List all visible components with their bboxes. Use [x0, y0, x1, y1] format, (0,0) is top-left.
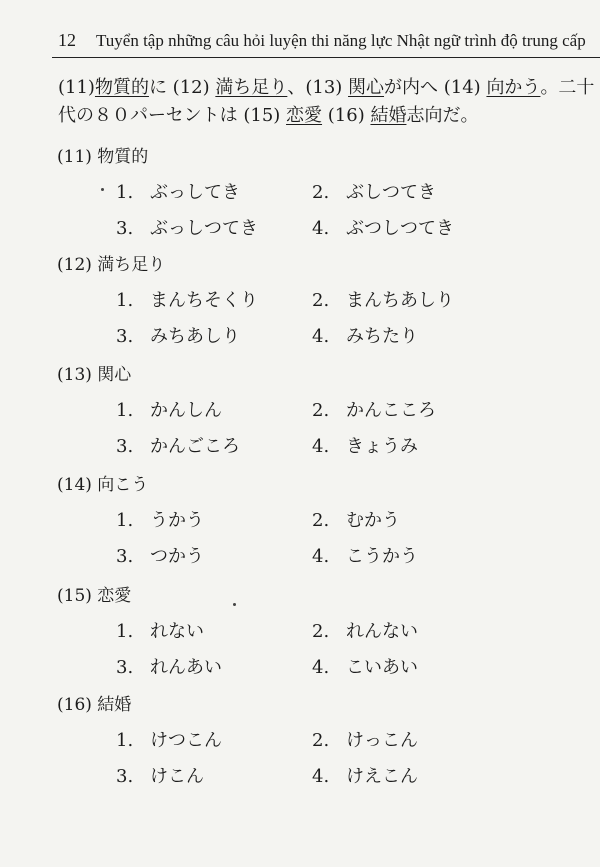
option-4: 4. ぶつしつてき — [312, 218, 454, 239]
passage-segment: 代の８０パーセントは (15) — [58, 105, 287, 126]
option-4: 4. きょうみ — [312, 436, 418, 457]
option-2: 2. むかう — [312, 510, 400, 531]
option-4: 4. けえこん — [312, 766, 418, 787]
option-1: 1. れない — [116, 621, 204, 642]
option-3: 3. れんあい — [116, 657, 222, 678]
option-3: 3. つかう — [116, 546, 204, 567]
underlined-word: 恋愛 — [286, 105, 323, 126]
option-2: 2. かんこころ — [312, 400, 436, 421]
option-2: 2. まんちあしり — [312, 290, 454, 311]
question-title: (13) 関心 — [57, 365, 132, 385]
scan-speck — [101, 188, 104, 191]
question-title: (12) 満ち足り — [57, 255, 166, 275]
running-title: Tuyển tập những câu hỏi luyện thi năng lực Nhật ngữ trình độ trung cấp — [96, 31, 586, 50]
reading-passage — [58, 74, 600, 130]
underlined-word: 満ち足り — [215, 77, 288, 98]
passage-segment: 、(13) — [287, 77, 349, 98]
option-4: 4. こいあい — [312, 657, 418, 678]
question-title: (11) 物質的 — [57, 147, 149, 167]
option-3: 3. けこん — [116, 766, 204, 787]
option-1: 1. かんしん — [116, 400, 222, 421]
option-2: 2. ぶしつてき — [312, 182, 436, 203]
underlined-word: 関心 — [348, 77, 385, 98]
option-4: 4. こうかう — [312, 546, 418, 567]
option-1: 1. まんちそくり — [116, 290, 258, 311]
option-3: 3. ぶっしつてき — [116, 218, 258, 239]
passage-segment: (16) — [322, 105, 371, 126]
underlined-word: 物質的 — [94, 77, 149, 98]
option-2: 2. れんない — [312, 621, 418, 642]
scan-speck — [233, 603, 236, 606]
header-rule — [52, 57, 600, 58]
option-1: 1. けつこん — [116, 730, 222, 751]
underlined-word: 結婚 — [370, 105, 407, 126]
option-1: 1. ぶっしてき — [116, 182, 240, 203]
option-1: 1. うかう — [116, 510, 204, 531]
underlined-word: 向かう — [486, 77, 541, 98]
option-3: 3. かんごころ — [116, 436, 240, 457]
passage-segment: 志向だ。 — [406, 105, 479, 126]
question-title: (14) 向こう — [57, 475, 149, 495]
passage-segment: が内へ (14) — [384, 77, 487, 98]
page-header — [0, 0, 600, 62]
question-title: (15) 恋愛 — [57, 586, 132, 606]
passage-segment: に (12) — [148, 77, 216, 98]
question-title: (16) 結婚 — [57, 695, 132, 715]
page-number: 12 — [58, 30, 76, 50]
passage-segment: (11) — [58, 77, 95, 98]
passage-line-2 — [58, 102, 600, 130]
passage-line-1 — [58, 74, 600, 102]
passage-segment: 。二十 — [540, 77, 595, 98]
option-4: 4. みちたり — [312, 326, 418, 347]
option-3: 3. みちあしり — [116, 326, 240, 347]
option-2: 2. けっこん — [312, 730, 418, 751]
